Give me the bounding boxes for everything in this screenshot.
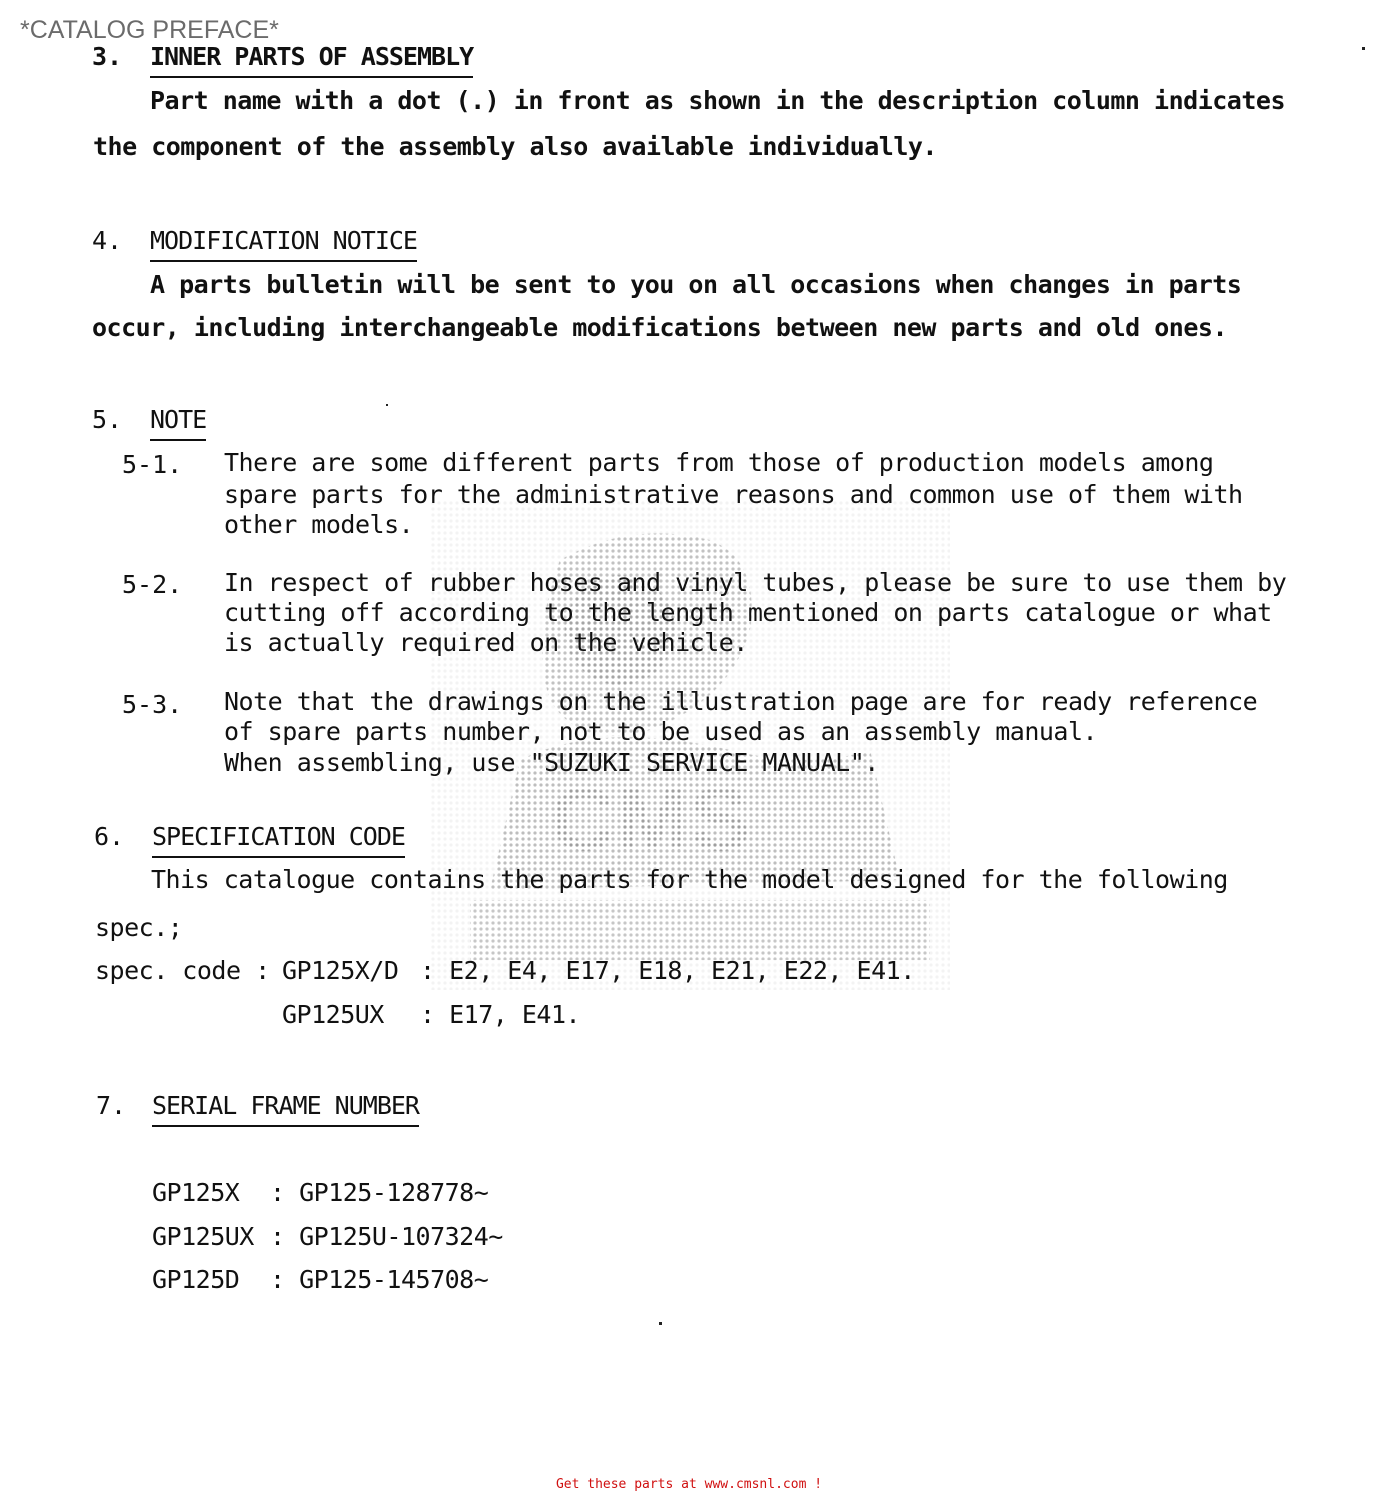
section-3-line-1: Part name with a dot (.) in front as shown in the description column indicates: [150, 86, 1285, 115]
section-4-line-1: A parts bulletin will be sent to you on all occasions when changes in parts: [150, 270, 1242, 299]
section-7-title: SERIAL FRAME NUMBER: [152, 1091, 419, 1127]
section-6-line-2: spec.;: [95, 913, 183, 942]
note-item-line: In respect of rubber hoses and vinyl tubes, please be sure to use them by: [224, 568, 1287, 597]
serial-model: GP125UX: [152, 1222, 254, 1251]
note-item-number: 5-1.: [122, 450, 183, 479]
section-5-title: NOTE: [150, 405, 206, 441]
note-item-line: of spare parts number, not to be used as an assembly manual.: [224, 717, 1098, 746]
note-item-line: spare parts for the administrative reasons and common use of them with: [224, 480, 1243, 509]
spec-model: GP125UX: [282, 1000, 384, 1029]
note-item-line: is actually required on the vehicle.: [224, 628, 748, 657]
serial-number: : GP125U-107324~: [270, 1222, 503, 1251]
note-item-line: When assembling, use "SUZUKI SERVICE MANUAL".: [224, 748, 879, 777]
serial-number: : GP125-145708~: [270, 1265, 489, 1294]
spec-code-label: spec. code :: [95, 956, 270, 985]
note-item-line: There are some different parts from those of production models among: [224, 448, 1214, 477]
scan-speck: [659, 1322, 662, 1325]
section-3-title: INNER PARTS OF ASSEMBLY: [150, 42, 473, 78]
note-item-line: other models.: [224, 510, 414, 539]
section-6-number: 6.: [94, 822, 125, 851]
spec-model: GP125X/D: [282, 956, 399, 985]
section-7-number: 7.: [96, 1091, 127, 1120]
serial-number: : GP125-128778~: [270, 1178, 489, 1207]
section-6-title: SPECIFICATION CODE: [152, 822, 405, 858]
section-4-line-2: occur, including interchangeable modifications between new parts and old ones.: [92, 313, 1227, 342]
svg-text:CMS: CMS: [550, 770, 750, 870]
section-4-number: 4.: [92, 226, 123, 255]
note-item-line: Note that the drawings on the illustration page are for ready reference: [224, 687, 1258, 716]
note-item-number: 5-3.: [122, 690, 183, 719]
section-5-number: 5.: [92, 405, 123, 434]
spec-codes: : E17, E41.: [420, 1000, 581, 1029]
note-item-line: cutting off according to the length mentioned on parts catalogue or what: [224, 598, 1272, 627]
scan-speck: [1362, 47, 1365, 50]
note-item-number: 5-2.: [122, 570, 183, 599]
section-4-title: MODIFICATION NOTICE: [150, 226, 417, 262]
section-3-number: 3.: [92, 42, 123, 71]
section-6-line-1: This catalogue contains the parts for the model designed for the following: [151, 865, 1228, 894]
catalog-preface-label: *CATALOG PREFACE*: [20, 16, 279, 44]
serial-model: GP125D: [152, 1265, 240, 1294]
spec-codes: : E2, E4, E17, E18, E21, E22, E41.: [420, 956, 915, 985]
cmsnl-footer-link[interactable]: Get these parts at www.cmsnl.com !: [555, 1477, 823, 1492]
scan-speck: [386, 404, 388, 406]
section-3-line-2: the component of the assembly also available individually.: [93, 132, 937, 161]
serial-model: GP125X: [152, 1178, 240, 1207]
